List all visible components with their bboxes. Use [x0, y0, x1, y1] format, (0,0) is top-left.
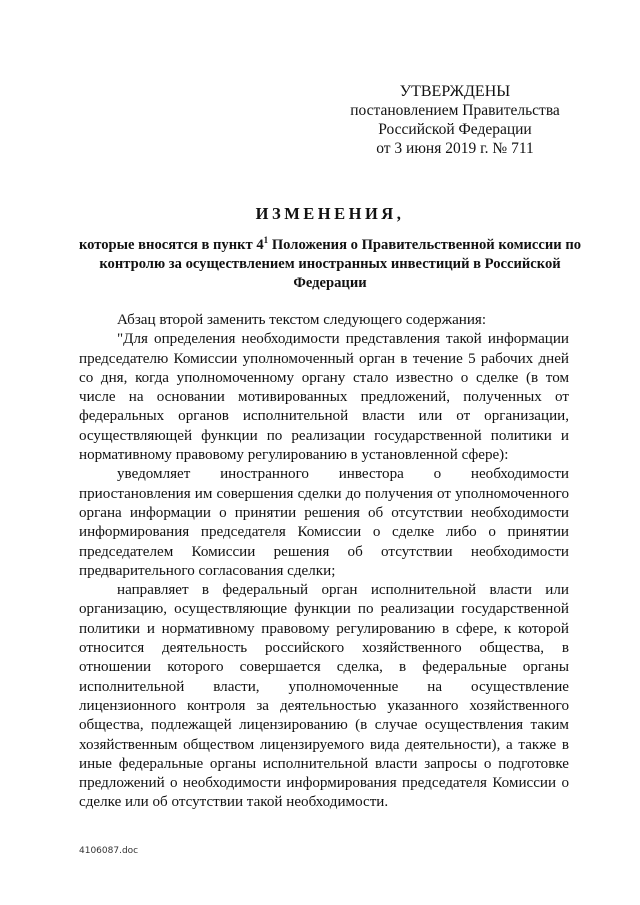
- paragraph-4: направляет в федеральный орган исполнительной власти или организацию, осуществляющие функции по реализации государственной политики и нормативному правовому регулированию в сфере, к которой относится деятельность российского хозяйственного общества, в отношении которого совершается сделка, в федеральные органы исполнительной власти, уполномоченные на осуществление лицензионного контроля за деятельностью указанного хозяйственного общества, подлежащей лицензированию (в случае осуществления таким хозяйственным обществом лицензируемого вида деятельности), а также в иные федеральные органы исполнительной власти запросы о подготовке предложений о необходимости информирования председателя Комиссии о сделке или об отсутствии такой необходимости.: [79, 582, 569, 811]
- approval-heading: УТВЕРЖДЕНЫ: [399, 83, 511, 100]
- document-body: [79, 311, 569, 813]
- approval-line-3: от 3 июня 2019 г. № 711: [376, 140, 534, 157]
- approval-line-1: постановлением Правительства: [350, 102, 560, 119]
- subtitle-post: Положения о Правительственной комиссии по контролю за осуществлением иностранных инвестиций в Российской Федерации: [99, 236, 582, 291]
- document-subtitle: [70, 231, 590, 293]
- approval-block: [330, 82, 580, 158]
- subtitle-superscript: 1: [263, 235, 269, 245]
- title-word: ИЗМЕНЕНИЯ,: [255, 204, 405, 223]
- paragraph-3: уведомляет иностранного инвестора о необходимости приостановления им совершения сделки до получения от уполномоченного органа информации о принятии решения об отсутствии необходимости информирования председателя Комиссии о сделке либо о принятии председателем Комиссии решения об отсутствии необходимости предварительного согласования сделки;: [79, 466, 569, 579]
- subtitle-pre: которые вносятся в пункт 4: [78, 236, 264, 253]
- paragraph-2: "Для определения необходимости представления такой информации председателю Комиссии уполномоченный орган в течение 5 рабочих дней со дня, когда уполномоченному органу стало известно о сделке (в том числе на основании мотивированных предложений, полученных от федеральных органов исполнительной власти или от организации, осуществляющей функции по реализации государственной политики и нормативному правовому регулированию в установленной сфере):: [79, 331, 569, 464]
- paragraph-1: Абзац второй заменить текстом следующего содержания:: [117, 312, 487, 328]
- footer-file-id: 4106087.doc: [79, 846, 139, 856]
- approval-line-2: Российской Федерации: [378, 121, 532, 138]
- document-title: [60, 204, 600, 224]
